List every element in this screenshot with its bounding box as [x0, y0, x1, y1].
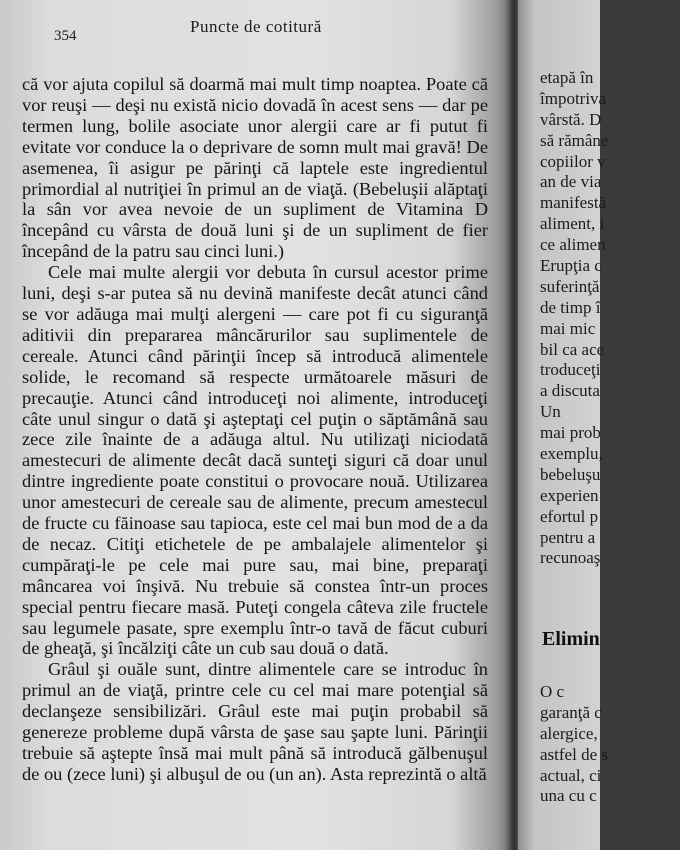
facing-page-line: etapă în — [540, 68, 594, 87]
facing-page-line: bebeluşu — [540, 464, 601, 484]
facing-page-line: aliment, i — [540, 214, 605, 234]
facing-page-line: a discuta — [540, 381, 600, 401]
facing-page-line: recunoaş — [540, 548, 601, 568]
paragraph: Cele mai multe alergii vor debuta în cursul acestor prime luni, deşi s-ar putea să nu devină manifeste decât atunci când se vor adăuga mai mulţi alergeni — care pot fi cu siguranţă aditivii din prepararea mâncărurilor sau suplimentele de cereale. Atunci când părinţii încep să introducă alimentele solide, le recomand să respecte următoarele măsuri de precauţie. Atunci când introduceţi noi alimente, introduceţi câte unul singur o dată şi aşteptaţi cel puţin o săptămână sau zece zile înainte de a adăuga altul. Nu utilizaţi niciodată amestecuri de alimente decât dacă sunteţi siguri că doar unul dintre ingrediente poate constitui o provocare nouă. Utilizarea unor amestecuri de cereale sau de alimente, precum amestecul de fructe cu făinoase sau tapioca, este cel mai bun mod de a da de necaz. Citiţi etichetele de pe ambalajele alimentelor şi cumpăraţi-le pe cele mai pure sau, mai bine, preparaţi mâncarea voi înşivă. Nu trebuie să constea într-un proces special pentru fiecare masă. Puteţi congela câteva zile fructele sau legumele pasate, spre exemplu într-o tavă de făcut cuburi de gheaţă, şi încălziţi câte un cub sau două o dată. — [22, 262, 488, 659]
facing-page-line: alergice, — [540, 723, 598, 743]
facing-page-line: ce alimen — [540, 235, 606, 255]
facing-page-line: de timp î — [540, 297, 601, 317]
facing-page-line: efortul p — [540, 506, 599, 526]
facing-page-line: mai mic — [540, 318, 596, 338]
facing-page-line: garanţă c — [540, 702, 602, 722]
facing-page-line: copiilor v — [540, 151, 606, 171]
page-number: 354 — [54, 28, 77, 44]
facing-page-line: una cu c — [540, 786, 597, 806]
facing-page-text-bottom — [540, 682, 680, 807]
paragraph: că vor ajuta copilul să doarmă mai mult timp noaptea. Poate că vor reuşi — deşi nu există nicio dovadă în acest sens — dar pe termen lung, bolile asociate unor alergii care ar fi putut fi evitate vor conduce la o deprivare de somn mult mai gravă! De asemenea, îi asigur pe părinţi că laptele este ingredientul primordial al nutriţiei în primul an de viaţă. (Bebeluşii alăptaţi la sân vor avea nevoie de un supliment de Vitamina D începând cu vârsta de două luni şi de un supliment de fier începând de la patru sau cinci luni.) — [22, 74, 488, 262]
facing-page-line: bil ca ace — [540, 339, 605, 359]
facing-page-line: Erupţia c — [540, 256, 602, 276]
facing-page-line: experien — [540, 485, 599, 505]
paragraph: Grâul şi ouăle sunt, dintre alimentele care se introduc în primul an de viaţă, printre cele cu cel mai mare potenţial să declanşeze sensibilizări. Grâul este mai puţin probabil să genereze probleme după vârsta de şase sau şapte luni. Părinţii trebuie să aştepte însă mai mult până să introducă gălbenuşul de ou (zece luni) şi albuşul de ou (un an). Asta reprezintă o altă — [22, 659, 488, 784]
facing-page-line: troduceţi — [540, 360, 601, 380]
facing-page-line: Un — [540, 402, 561, 422]
facing-page-text-top — [540, 68, 680, 569]
facing-page-line: suferinţă — [540, 276, 600, 296]
facing-page-line: exemplu, — [540, 444, 603, 464]
facing-page — [518, 0, 609, 850]
facing-page-line: mai prob — [540, 423, 601, 443]
running-header-title: Puncte de cotitură — [190, 17, 322, 36]
facing-page-line: actual, ci — [540, 765, 602, 785]
facing-page-line: vârstă. D — [540, 109, 602, 129]
body-text — [22, 74, 488, 785]
facing-page-line: pentru a — [540, 527, 596, 547]
facing-page-heading: Elimin — [542, 628, 600, 650]
facing-page-line: astfel de s — [540, 744, 608, 764]
facing-page-line: să rămâne — [540, 130, 609, 150]
facing-page-line: împotriva — [540, 88, 607, 108]
facing-page-line: manifestă — [540, 193, 607, 213]
facing-page-line: an de via — [540, 172, 602, 192]
facing-page-line: O c — [540, 682, 565, 701]
